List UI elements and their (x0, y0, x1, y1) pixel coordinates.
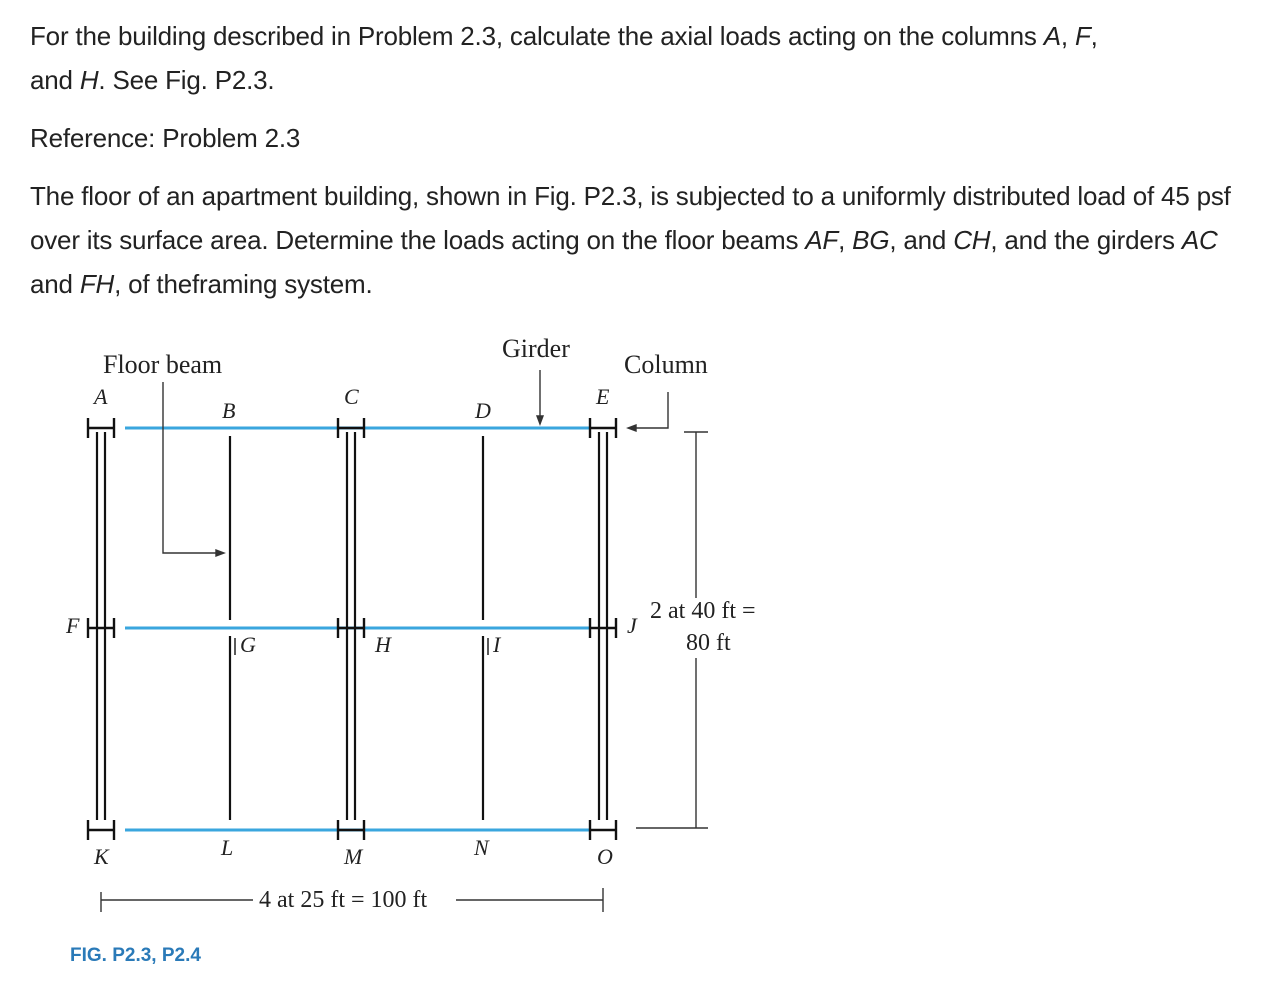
floor-beam-arrow-icon (216, 550, 224, 556)
column-label: Column (624, 350, 708, 379)
point-label-l: L (221, 835, 234, 860)
floor-beam-label: Floor beam (103, 350, 223, 379)
point-label-e: E (596, 384, 610, 409)
girder-arrow-icon (537, 416, 543, 424)
point-label-g: G (240, 632, 256, 657)
column-m-symbol (338, 820, 364, 840)
dim-vertical-label-2: 80 ft (686, 630, 731, 656)
point-label-m: M (344, 844, 363, 869)
column-e-symbol (590, 418, 616, 438)
point-label-o: O (597, 844, 613, 869)
column-c-symbol (338, 418, 364, 438)
column-lines (97, 432, 607, 820)
column-leader (634, 392, 668, 428)
column-k-symbol (88, 820, 114, 840)
framing-diagram (0, 320, 1266, 1008)
point-label-j: J (627, 613, 637, 638)
column-arrow-icon (628, 425, 636, 431)
framing-figure (0, 320, 1266, 1008)
point-label-n: N (474, 835, 489, 860)
question-text: For the building described in Problem 2.3, calculate the axial loads acting on the columns A, F, and H. See Fig. P2.3. (30, 21, 1098, 95)
leaders (163, 370, 668, 556)
problem-text: The floor of an apartment building, shown in Fig. P2.3, is subjected to a uniformly distributed load of 45 psf over its surface area. Determine the loads acting on the floor beams AF, BG, and CH, and the girders AC and FH, of theframing system. (30, 181, 1231, 299)
point-label-h: H (375, 632, 391, 657)
point-label-f: F (66, 613, 80, 638)
point-label-b: B (222, 398, 236, 423)
column-a-ref: A (1043, 21, 1061, 51)
column-a-symbol (88, 418, 114, 438)
dim-horizontal-label: 4 at 25 ft = 100 ft (259, 887, 428, 913)
point-label-c: C (344, 384, 359, 409)
girder-label: Girder (502, 334, 570, 363)
column-f-symbol (88, 618, 114, 638)
dim-vertical-label-1: 2 at 40 ft = (650, 598, 756, 624)
floor-beam-leader (163, 382, 220, 553)
column-h-symbol (338, 618, 364, 638)
point-label-i: I (493, 632, 501, 657)
reference-line: Reference: Problem 2.3 (30, 123, 301, 153)
column-j-symbol (590, 618, 616, 638)
column-f-ref: F (1074, 21, 1091, 51)
point-label-k: K (94, 844, 109, 869)
figure-caption: FIG. P2.3, P2.4 (70, 945, 201, 966)
point-label-a: A (94, 384, 108, 409)
point-label-d: D (475, 398, 491, 423)
column-h-ref: H (79, 65, 99, 95)
column-o-symbol (590, 820, 616, 840)
